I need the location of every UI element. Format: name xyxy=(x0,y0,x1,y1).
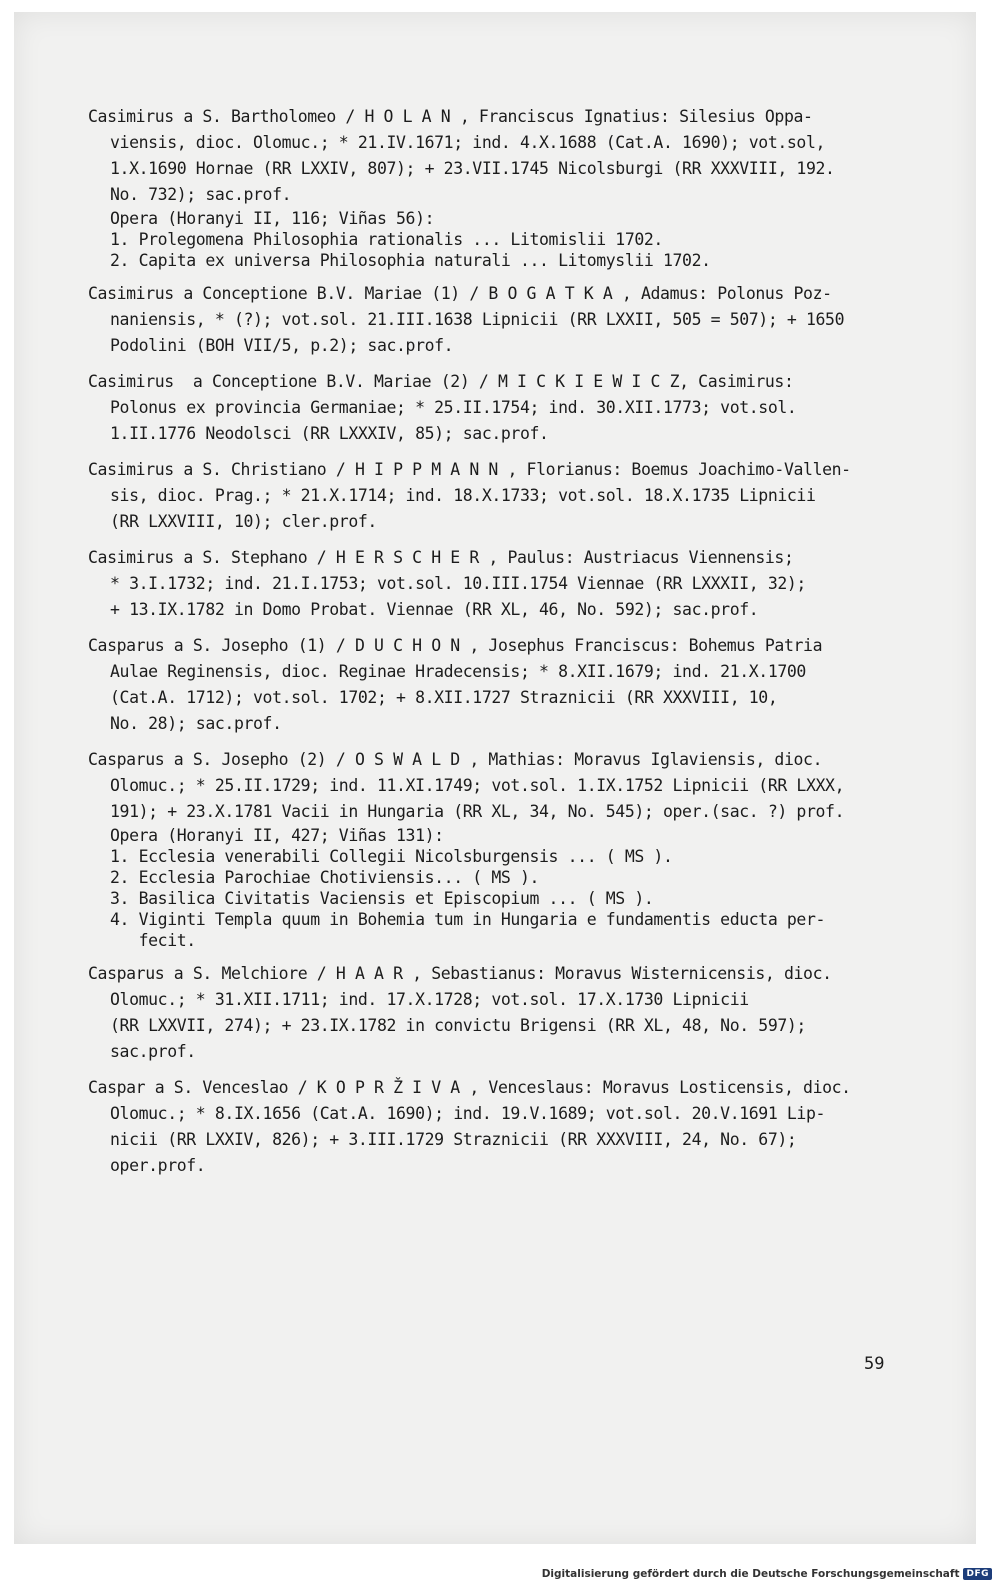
entry-text-line: Olomuc.; * 25.II.1729; ind. 11.XI.1749; vot.sol. 1.IX.1752 Lipnicii (RR LXXX, xyxy=(110,776,845,795)
entry-heading-line: Casimirus a S. Bartholomeo / H O L A N , Franciscus Ignatius: Silesius Oppa- xyxy=(88,107,813,126)
entry-heading-line: Casimirus a S. Stephano / H E R S C H E R , Paulus: Austriacus Viennensis; xyxy=(88,548,794,567)
entry-text-line: 191); + 23.X.1781 Vacii in Hungaria (RR XL, 34, No. 545); oper.(sac. ?) prof. xyxy=(110,802,845,821)
entry-heading-line: Caspar a S. Venceslao / K O P R Ž I V A , Venceslaus: Moravus Losticensis, dioc. xyxy=(88,1078,851,1097)
entry-text-line: Olomuc.; * 8.IX.1656 (Cat.A. 1690); ind. 19.V.1689; vot.sol. 20.V.1691 Lip- xyxy=(110,1104,826,1123)
entry-text-line: + 13.IX.1782 in Domo Probat. Viennae (RR XL, 46, No. 592); sac.prof. xyxy=(110,600,759,619)
entry-text-line: sis, dioc. Prag.; * 21.X.1714; ind. 18.X.1733; vot.sol. 18.X.1735 Lipnicii xyxy=(110,486,816,505)
opera-heading: Opera (Horanyi II, 427; Viñas 131): xyxy=(110,826,444,845)
entry-text-line: * 3.I.1732; ind. 21.I.1753; vot.sol. 10.III.1754 Viennae (RR LXXXII, 32); xyxy=(110,574,806,593)
entry-heading-line: Casimirus a Conceptione B.V. Mariae (2) / M I C K I E W I C Z, Casimirus: xyxy=(88,372,794,391)
opera-item: fecit. xyxy=(110,931,196,950)
page-number: 59 xyxy=(864,1354,885,1374)
entry-heading-line: Casparus a S. Josepho (2) / O S W A L D , Mathias: Moravus Iglaviensis, dioc. xyxy=(88,750,823,769)
entry-heading-line: Casparus a S. Josepho (1) / D U C H O N , Josephus Franciscus: Bohemus Patria xyxy=(88,636,823,655)
entry-text-line: (RR LXXVII, 274); + 23.IX.1782 in convictu Brigensi (RR XL, 48, No. 597); xyxy=(110,1016,806,1035)
entry-text-line: No. 28); sac.prof. xyxy=(110,714,282,733)
funding-footer xyxy=(542,1568,992,1580)
register-entry xyxy=(88,747,908,951)
register-entry xyxy=(88,104,908,271)
register-entry xyxy=(88,281,908,359)
entry-text-line: (Cat.A. 1712); vot.sol. 1702; + 8.XII.1727 Straznicii (RR XXXVIII, 10, xyxy=(110,688,778,707)
opera-item: 2. Ecclesia Parochiae Chotiviensis... ( MS ). xyxy=(110,868,540,887)
register-entry xyxy=(88,369,908,447)
document-body xyxy=(88,104,908,1189)
opera-item: 3. Basilica Civitatis Vaciensis et Episcopium ... ( MS ). xyxy=(110,889,654,908)
register-entry xyxy=(88,457,908,535)
entry-text-line: (RR LXXVIII, 10); cler.prof. xyxy=(110,512,377,531)
register-entry xyxy=(88,1075,908,1179)
opera-item: 2. Capita ex universa Philosophia naturali ... Litomyslii 1702. xyxy=(110,251,711,270)
entry-text-line: 1.II.1776 Neodolsci (RR LXXXIV, 85); sac.prof. xyxy=(110,424,549,443)
entry-text-line: Podolini (BOH VII/5, p.2); sac.prof. xyxy=(110,336,454,355)
entry-text-line: Aulae Reginensis, dioc. Reginae Hradecensis; * 8.XII.1679; ind. 21.X.1700 xyxy=(110,662,806,681)
entry-text-line: naniensis, * (?); vot.sol. 21.III.1638 Lipnicii (RR LXXII, 505 = 507); + 1650 xyxy=(110,310,845,329)
entry-heading-line: Casimirus a S. Christiano / H I P P M A N N , Florianus: Boemus Joachimo-Vallen- xyxy=(88,460,851,479)
entry-heading-line: Casparus a S. Melchiore / H A A R , Sebastianus: Moravus Wisternicensis, dioc. xyxy=(88,964,832,983)
opera-item: 1. Ecclesia venerabili Collegii Nicolsburgensis ... ( MS ). xyxy=(110,847,673,866)
dfg-logo: DFG xyxy=(963,1568,992,1580)
entry-text-line: No. 732); sac.prof. xyxy=(110,185,292,204)
opera-item: 4. Viginti Templa quum in Bohemia tum in Hungaria e fundamentis educta per- xyxy=(110,910,826,929)
register-entry xyxy=(88,545,908,623)
opera-heading: Opera (Horanyi II, 116; Viñas 56): xyxy=(110,209,435,228)
register-entry xyxy=(88,633,908,737)
entry-text-line: sac.prof. xyxy=(110,1042,196,1061)
entry-text-line: Polonus ex provincia Germaniae; * 25.II.1754; ind. 30.XII.1773; vot.sol. xyxy=(110,398,797,417)
entry-heading-line: Casimirus a Conceptione B.V. Mariae (1) / B O G A T K A , Adamus: Polonus Poz- xyxy=(88,284,832,303)
opera-item: 1. Prolegomena Philosophia rationalis ... Litomislii 1702. xyxy=(110,230,663,249)
footer-text: Digitalisierung gefördert durch die Deutsche Forschungsgemeinschaft xyxy=(541,1568,960,1580)
entry-text-line: oper.prof. xyxy=(110,1156,206,1175)
entry-text-line: Olomuc.; * 31.XII.1711; ind. 17.X.1728; vot.sol. 17.X.1730 Lipnicii xyxy=(110,990,749,1009)
entry-text-line: 1.X.1690 Hornae (RR LXXIV, 807); + 23.VII.1745 Nicolsburgi (RR XXXVIII, 192. xyxy=(110,159,835,178)
register-entry xyxy=(88,961,908,1065)
entry-text-line: viensis, dioc. Olomuc.; * 21.IV.1671; ind. 4.X.1688 (Cat.A. 1690); vot.sol, xyxy=(110,133,826,152)
entry-text-line: nicii (RR LXXIV, 826); + 3.III.1729 Straznicii (RR XXXVIII, 24, No. 67); xyxy=(110,1130,797,1149)
